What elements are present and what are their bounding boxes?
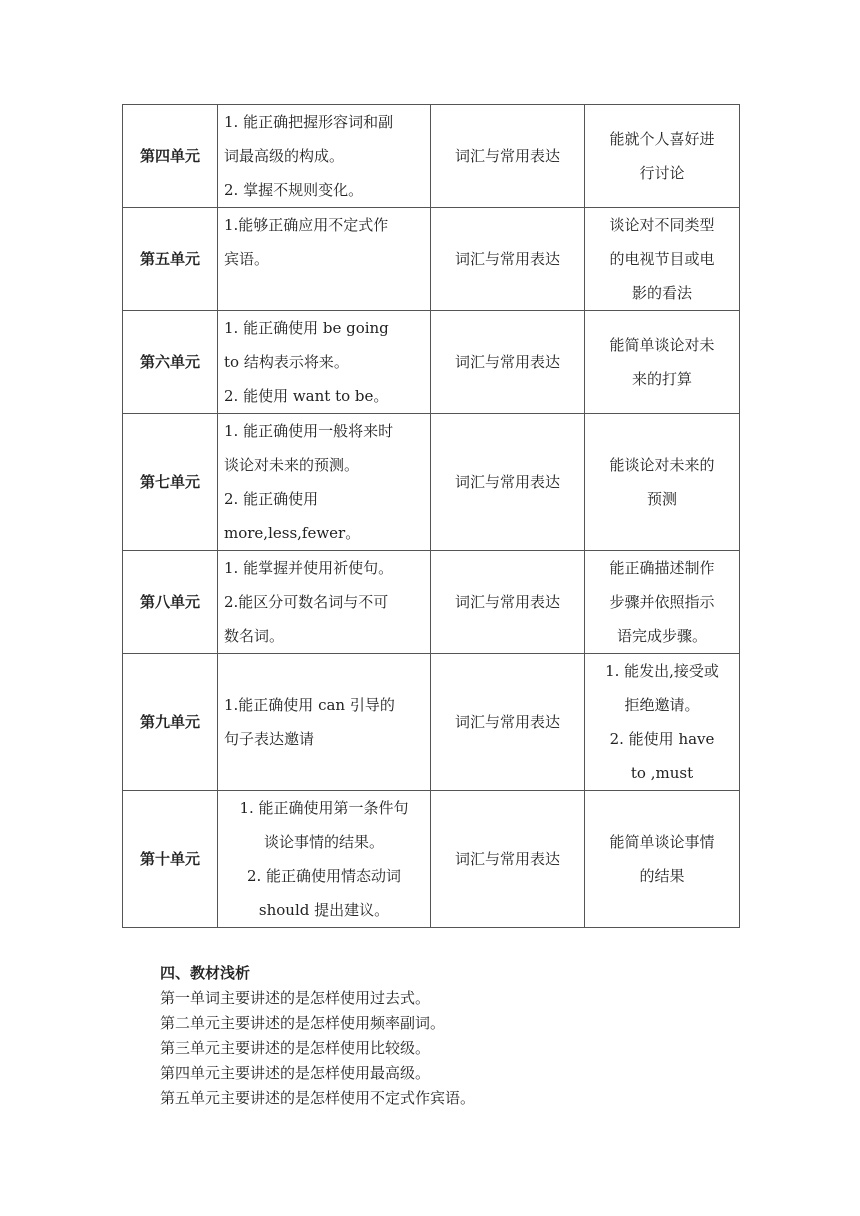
- goal-line: 1. 能正确使用 be going: [224, 319, 389, 337]
- function-line: 能简单谈论事情: [609, 833, 715, 851]
- goal-line: 1.能正确使用 can 引导的: [224, 696, 395, 714]
- goal-cell: [218, 105, 431, 208]
- function-line: 的结果: [639, 867, 685, 885]
- goal-line: more,less,fewer。: [224, 524, 361, 542]
- unit-cell: 第十单元: [123, 791, 218, 928]
- function-line: 的电视节目或电: [609, 250, 715, 268]
- function-line: 1. 能发出,接受或: [605, 662, 719, 680]
- goal-cell: [218, 791, 431, 928]
- goal-cell: [218, 551, 431, 654]
- function-line: 能正确描述制作: [609, 559, 715, 577]
- content-cell: 词汇与常用表达: [431, 654, 585, 791]
- goal-line: 2. 掌握不规则变化。: [224, 181, 364, 199]
- goal-line: 1. 能正确使用一般将来时: [224, 422, 394, 440]
- goal-cell: [218, 654, 431, 791]
- goal-line: 谈论事情的结果。: [263, 833, 384, 851]
- content-cell: 词汇与常用表达: [431, 791, 585, 928]
- goal-cell: [218, 414, 431, 551]
- table-row: [123, 414, 740, 551]
- goal-line: should 提出建议。: [258, 901, 390, 919]
- content-cell: 词汇与常用表达: [431, 105, 585, 208]
- goal-line: 宾语。: [224, 250, 270, 268]
- function-cell: [585, 414, 740, 551]
- content-cell: 词汇与常用表达: [431, 551, 585, 654]
- table-row: [123, 551, 740, 654]
- content-cell: 词汇与常用表达: [431, 208, 585, 311]
- goal-line: 2. 能使用 want to be。: [224, 387, 389, 405]
- goal-line: 2.能区分可数名词与不可: [224, 593, 389, 611]
- goal-cell: [218, 208, 431, 311]
- function-cell: [585, 208, 740, 311]
- unit-cell: 第九单元: [123, 654, 218, 791]
- function-line: 拒绝邀请。: [624, 696, 700, 714]
- table-row: [123, 654, 740, 791]
- goal-line: 数名词。: [224, 627, 285, 645]
- function-line: 行讨论: [639, 164, 685, 182]
- paragraph-line: 第二单元主要讲述的是怎样使用频率副词。: [160, 1014, 446, 1032]
- textbook-analysis-section: [160, 960, 760, 1111]
- goal-cell: [218, 311, 431, 414]
- function-cell: [585, 311, 740, 414]
- unit-cell: 第六单元: [123, 311, 218, 414]
- function-cell: [585, 551, 740, 654]
- table-row: [123, 311, 740, 414]
- unit-cell: 第八单元: [123, 551, 218, 654]
- goal-line: 2. 能正确使用: [224, 490, 319, 508]
- function-cell: [585, 105, 740, 208]
- unit-cell: 第五单元: [123, 208, 218, 311]
- table-row: [123, 791, 740, 928]
- table-row: [123, 105, 740, 208]
- goal-line: 1. 能正确把握形容词和副: [224, 113, 394, 131]
- goal-line: 句子表达邀请: [224, 730, 315, 748]
- function-line: 影的看法: [631, 284, 692, 302]
- function-line: 预测: [646, 490, 677, 508]
- paragraph-line: 第五单元主要讲述的是怎样使用不定式作宾语。: [160, 1089, 476, 1107]
- function-cell: [585, 791, 740, 928]
- unit-table: [122, 104, 740, 928]
- goal-line: 词最高级的构成。: [224, 147, 345, 165]
- table-row: [123, 208, 740, 311]
- content-cell: 词汇与常用表达: [431, 311, 585, 414]
- goal-line: 谈论对未来的预测。: [224, 456, 360, 474]
- paragraph-line: 第一单词主要讲述的是怎样使用过去式。: [160, 989, 431, 1007]
- function-line: 语完成步骤。: [616, 627, 707, 645]
- goal-line: 1. 能正确使用第一条件句: [239, 799, 409, 817]
- function-line: 能谈论对未来的: [609, 456, 715, 474]
- paragraph-line: 第三单元主要讲述的是怎样使用比较级。: [160, 1039, 431, 1057]
- content-cell: 词汇与常用表达: [431, 414, 585, 551]
- function-line: to ,must: [630, 764, 694, 782]
- function-line: 谈论对不同类型: [609, 216, 715, 234]
- paragraph-line: 第四单元主要讲述的是怎样使用最高级。: [160, 1064, 431, 1082]
- unit-cell: 第七单元: [123, 414, 218, 551]
- function-line: 2. 能使用 have: [609, 730, 715, 748]
- goal-line: 1. 能掌握并使用祈使句。: [224, 559, 394, 577]
- function-line: 来的打算: [631, 370, 692, 388]
- function-line: 能就个人喜好进: [609, 130, 715, 148]
- section-heading: 四、教材浅析: [160, 964, 251, 982]
- function-line: 步骤并依照指示: [609, 593, 715, 611]
- goal-line: 1.能够正确应用不定式作: [224, 216, 389, 234]
- goal-line: to 结构表示将来。: [224, 353, 349, 371]
- goal-line: 2. 能正确使用情态动词: [246, 867, 402, 885]
- function-line: 能简单谈论对未: [609, 336, 715, 354]
- function-cell: [585, 654, 740, 791]
- unit-cell: 第四单元: [123, 105, 218, 208]
